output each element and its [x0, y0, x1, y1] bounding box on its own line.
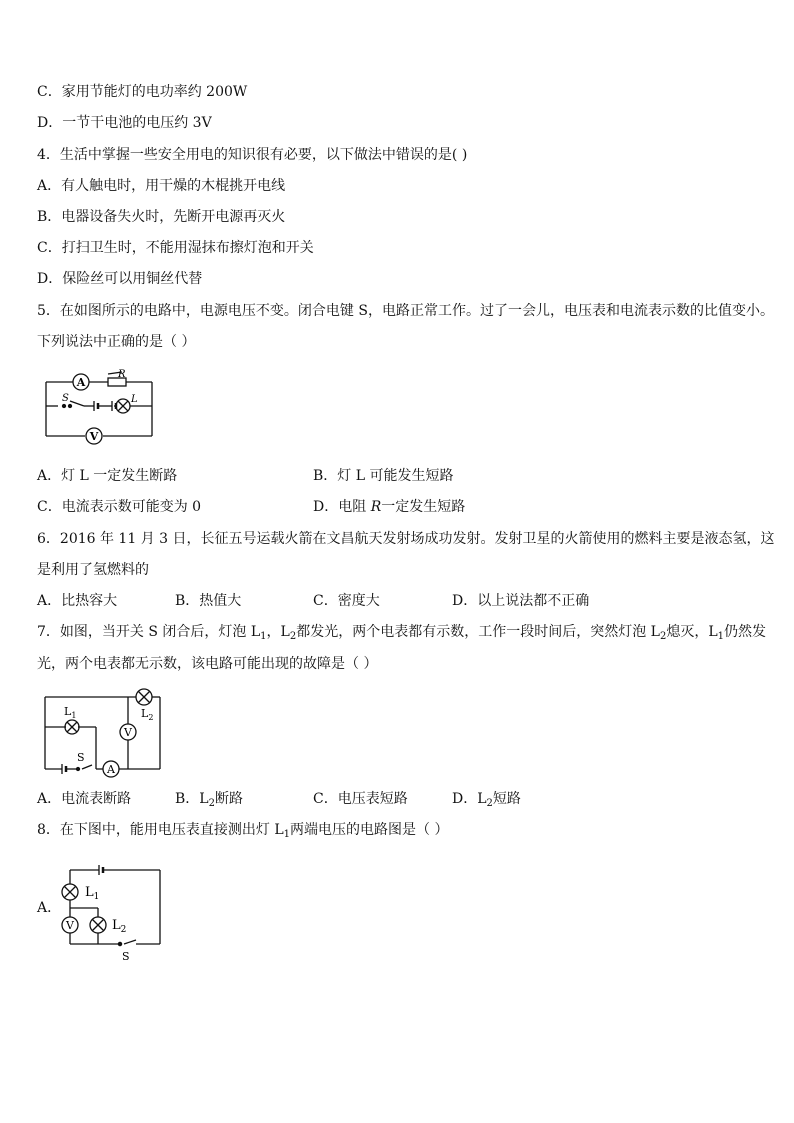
prev-option-c: C．家用节能灯的电功率约 200W [37, 84, 248, 100]
q6-option-c: C．密度大 [313, 593, 380, 609]
q5-option-d: D．电阻 R一定发生短路 [313, 499, 466, 515]
q7-stem-line2: 光，两个电表都无示数，该电路可能出现的故障是（ ） [37, 656, 378, 672]
q4-option-d: D．保险丝可以用铜丝代替 [37, 271, 203, 287]
q7-option-a: A．电流表断路 [37, 791, 132, 807]
q7-voltmeter-label: V [124, 726, 132, 739]
q8-l2-label: $L_2$ [112, 918, 127, 935]
prev-option-d: D．一节干电池的电压约 3V [37, 115, 212, 131]
q8-stem: 8．在下图中，能用电压表直接测出灯 $L_1$两端电压的电路图是（ ） [37, 822, 449, 840]
q7-option-c: C．电压表短路 [313, 791, 408, 807]
q5-lamp-label: L [131, 394, 138, 405]
q7-l2-label: $L_2$ [141, 707, 154, 722]
q4-option-b: B．电器设备失火时，先断开电源再灭火 [37, 209, 286, 225]
q8-voltmeter-label: V [66, 919, 74, 932]
q5-resistor-label: R [118, 369, 126, 380]
q8-option-a-circuit [58, 856, 168, 966]
q5-option-c: C．电流表示数可能变为 0 [37, 499, 202, 515]
q7-circuit-diagram [40, 687, 165, 777]
q7-switch-label: S [77, 751, 85, 764]
q7-option-b: B．$L_2$断路 [175, 791, 243, 809]
q7-option-d: D．$L_2$短路 [452, 791, 521, 809]
q7-ammeter-label: A [107, 763, 115, 776]
q6-stem-line2: 是利用了氢燃料的 [37, 562, 149, 578]
q4-stem: 4．生活中掌握一些安全用电的知识很有必要，以下做法中错误的是( ) [37, 147, 468, 163]
q5-switch-label: S [62, 393, 69, 404]
q4-option-c: C．打扫卫生时，不能用湿抹布擦灯泡和开关 [37, 240, 314, 256]
q7-l1-label: $L_1$ [64, 705, 77, 720]
q8-option-a-label: A． [37, 900, 62, 916]
q4-option-a: A．有人触电时，用干燥的木棍挑开电线 [37, 178, 286, 194]
q5-circuit-diagram [42, 368, 162, 443]
q6-option-d: D．以上说法都不正确 [452, 593, 590, 609]
q8-switch-label: S [122, 950, 130, 963]
q5-stem-line2: 下列说法中正确的是（ ） [37, 334, 196, 350]
q8-l1-label: $L_1$ [85, 885, 100, 902]
q5-ammeter-label: A [76, 376, 86, 389]
q5-option-a: A．灯 L 一定发生断路 [37, 468, 178, 484]
q6-option-b: B．热值大 [175, 593, 242, 609]
q6-stem-line1: 6．2016 年 11 月 3 日，长征五号运载火箭在文昌航天发射场成功发射。发射卫星的火箭使用的燃料主要是液态氢，这 [37, 531, 775, 547]
q6-option-a: A．比热容大 [37, 593, 118, 609]
q7-stem-line1: 7．如图，当开关 S 闭合后，灯泡 $L_1$，$L_2$都发光，两个电表都有示数，工作一段时间后，突然灯泡 $L_2$熄灭，$L_1$仍然发 [37, 624, 766, 642]
q5-option-b: B．灯 L 可能发生短路 [313, 468, 454, 484]
q5-voltmeter-label: V [89, 430, 99, 443]
q5-stem-line1: 5．在如图所示的电路中，电源电压不变。闭合电键 S，电路正常工作。过了一会儿，电压表和电流表示数的比值变小。 [37, 303, 774, 319]
